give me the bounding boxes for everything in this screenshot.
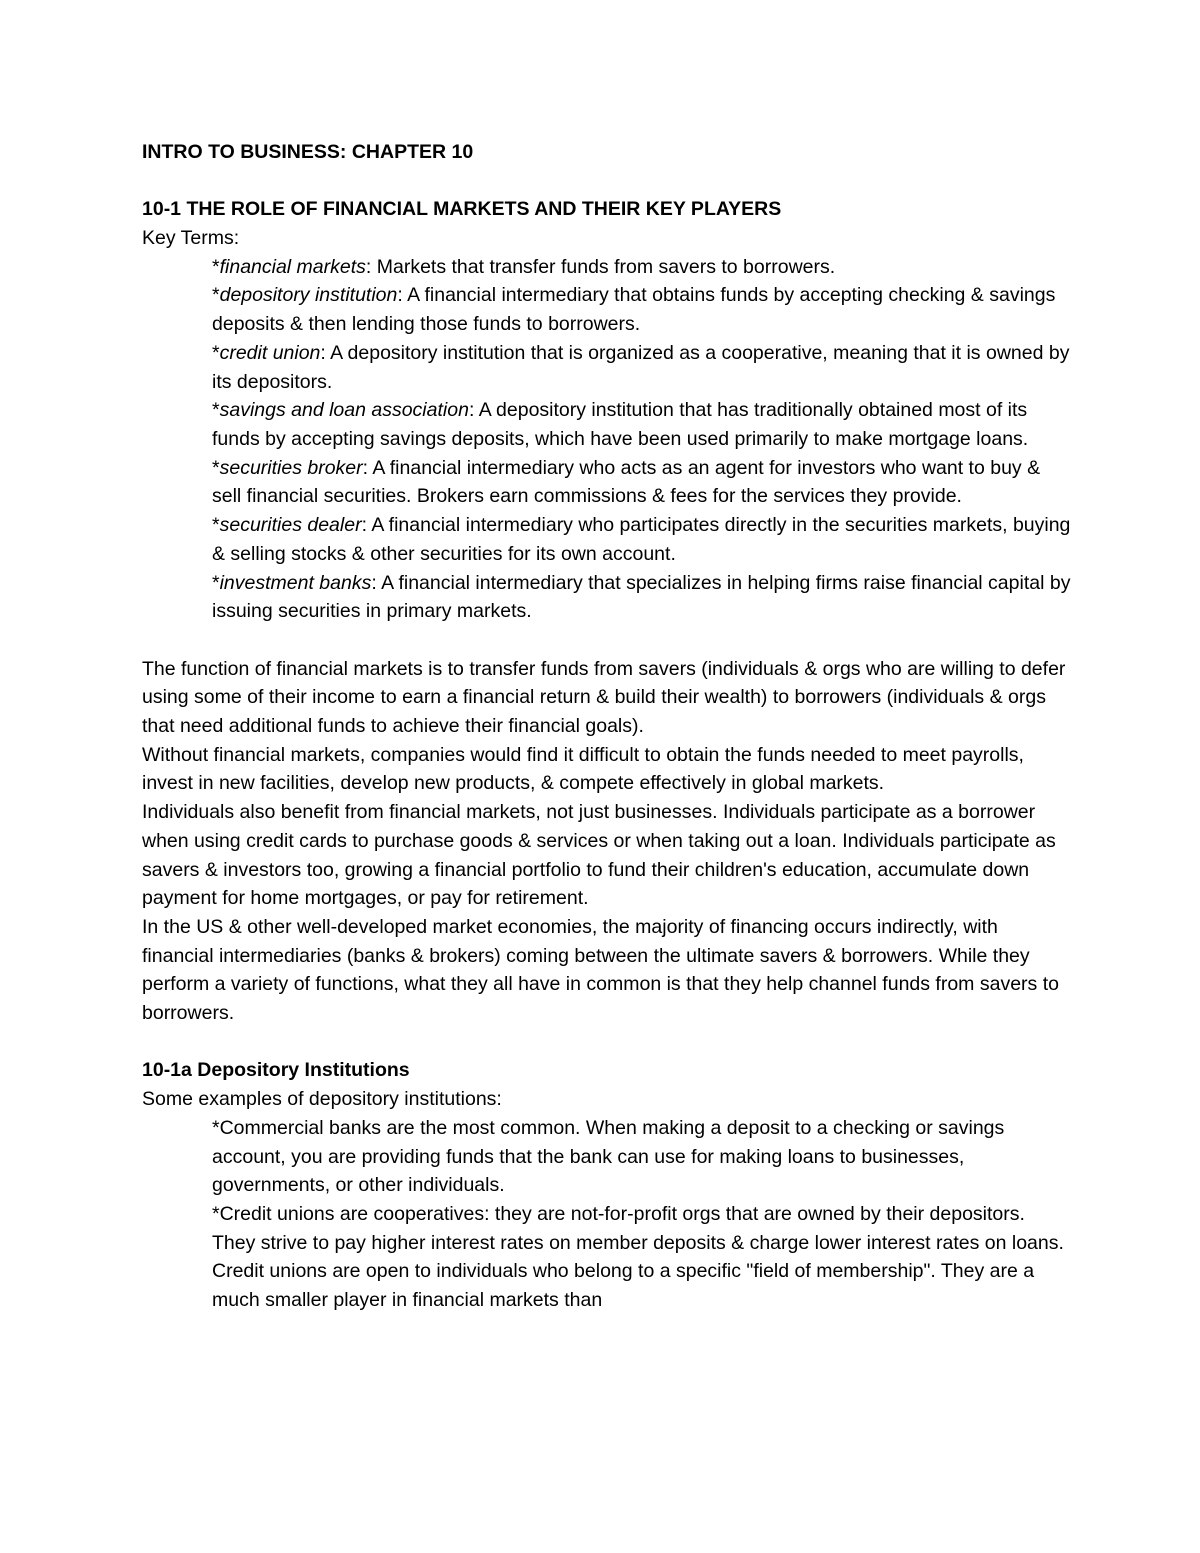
- key-terms-list: [212, 253, 1072, 626]
- key-term: investment banks: [219, 571, 372, 594]
- subsection-heading: 10-1a Depository Institutions: [142, 1059, 410, 1082]
- key-term: financial markets: [219, 255, 366, 278]
- key-term-definition: : A financial intermediary who participates directly in the securities markets, buying & selling stocks & other securities for its own account.: [212, 514, 1071, 565]
- key-term-definition: : A financial intermediary that specializes in helping firms raise financial capital by issuing securities in primary markets.: [212, 571, 1071, 623]
- document-title: INTRO TO BUSINESS: CHAPTER 10: [142, 141, 474, 163]
- key-term-entry: *investment banks: A financial intermediary that specializes in helping firms raise financial capital by issuing securities in primary markets.: [212, 571, 1071, 623]
- body-paragraph: Without financial markets, companies would find it difficult to obtain the funds needed to meet payrolls, invest in new facilities, develop new products, & compete effectively in global markets.: [142, 743, 1024, 795]
- body-paragraph: In the US & other well-developed market economies, the majority of financing occurs indirectly, with financial intermediaries (banks & brokers) coming between the ultimate savers & borrowers. While they perform a variety of functions, what they all have in common is that they help channel funds from savers to borrowers.: [142, 915, 1059, 1025]
- key-term-entry: *depository institution: A financial intermediary that obtains funds by accepting checking & savings deposits & then lending those funds to borrowers.: [212, 284, 1056, 336]
- section-heading: 10-1 THE ROLE OF FINANCIAL MARKETS AND THEIR KEY PLAYERS: [142, 198, 782, 221]
- key-term: credit union: [219, 341, 321, 364]
- key-term: depository institution: [219, 284, 398, 307]
- key-term-definition: : A depository institution that is organized as a cooperative, meaning that it is owned by its depositors.: [212, 341, 1070, 393]
- key-term-definition: : A depository institution that has traditionally obtained most of its funds by accepting savings deposits, which have been used primarily to make mortgage loans.: [212, 399, 1029, 450]
- key-terms-label: Key Terms:: [142, 227, 240, 250]
- body-paragraph: The function of financial markets is to transfer funds from savers (individuals & orgs who are willing to defer using some of their income to earn a financial return & build their wealth) to borrowers (individuals & orgs that need additional funds to achieve their financial goals).: [142, 657, 1066, 738]
- list-item: *Commercial banks are the most common. When making a deposit to a checking or savings account, you are providing funds that the bank can use for making loans to businesses, governments, or other individuals.: [212, 1116, 1005, 1197]
- spacer: [142, 626, 1072, 655]
- spacer: [142, 167, 1072, 196]
- key-term-definition: : A financial intermediary who acts as an agent for investors who want to buy & sell financial securities. Brokers earn commissions & fees for the services they provide.: [212, 456, 1041, 508]
- key-term-entry: *credit union: A depository institution that is organized as a cooperative, meaning that it is owned by its depositors.: [212, 341, 1070, 393]
- key-term-entry: *securities broker: A financial intermediary who acts as an agent for investors who want to buy & sell financial securities. Brokers earn commissions & fees for the services they provide.: [212, 456, 1041, 508]
- key-term: securities dealer: [219, 514, 362, 537]
- depository-examples-list: [212, 1114, 1072, 1315]
- key-term-entry: *securities dealer: A financial intermediary who participates directly in the securities markets, buying & selling stocks & other securities for its own account.: [212, 514, 1071, 565]
- key-term-entry: *savings and loan association: A depository institution that has traditionally obtained most of its funds by accepting savings deposits, which have been used primarily to make mortgage loans.: [212, 399, 1029, 450]
- key-term-definition: : A financial intermediary that obtains funds by accepting checking & savings deposits & then lending those funds to borrowers.: [212, 284, 1056, 336]
- spacer: [142, 1028, 1072, 1057]
- key-term-definition: : Markets that transfer funds from savers to borrowers.: [365, 255, 836, 278]
- document-page: [142, 138, 1072, 1315]
- subsection-intro: Some examples of depository institutions:: [142, 1088, 502, 1111]
- key-term-entry: *financial markets: Markets that transfer funds from savers to borrowers.: [212, 255, 836, 278]
- key-term: savings and loan association: [219, 399, 469, 422]
- list-item: *Credit unions are cooperatives: they are not-for-profit orgs that are owned by their depositors. They strive to pay higher interest rates on member deposits & charge lower interest rates on loans. Credit unions are open to individuals who belong to a specific "field of membership". They are a much smaller player in financial markets than: [212, 1202, 1064, 1312]
- key-term: securities broker: [219, 456, 363, 479]
- body-paragraph: Individuals also benefit from financial markets, not just businesses. Individuals participate as a borrower when using credit cards to purchase goods & services or when taking out a loan. Individuals participate as savers & investors too, growing a financial portfolio to fund their children's education, accumulate down payment for home mortgages, or pay for retirement.: [142, 801, 1056, 910]
